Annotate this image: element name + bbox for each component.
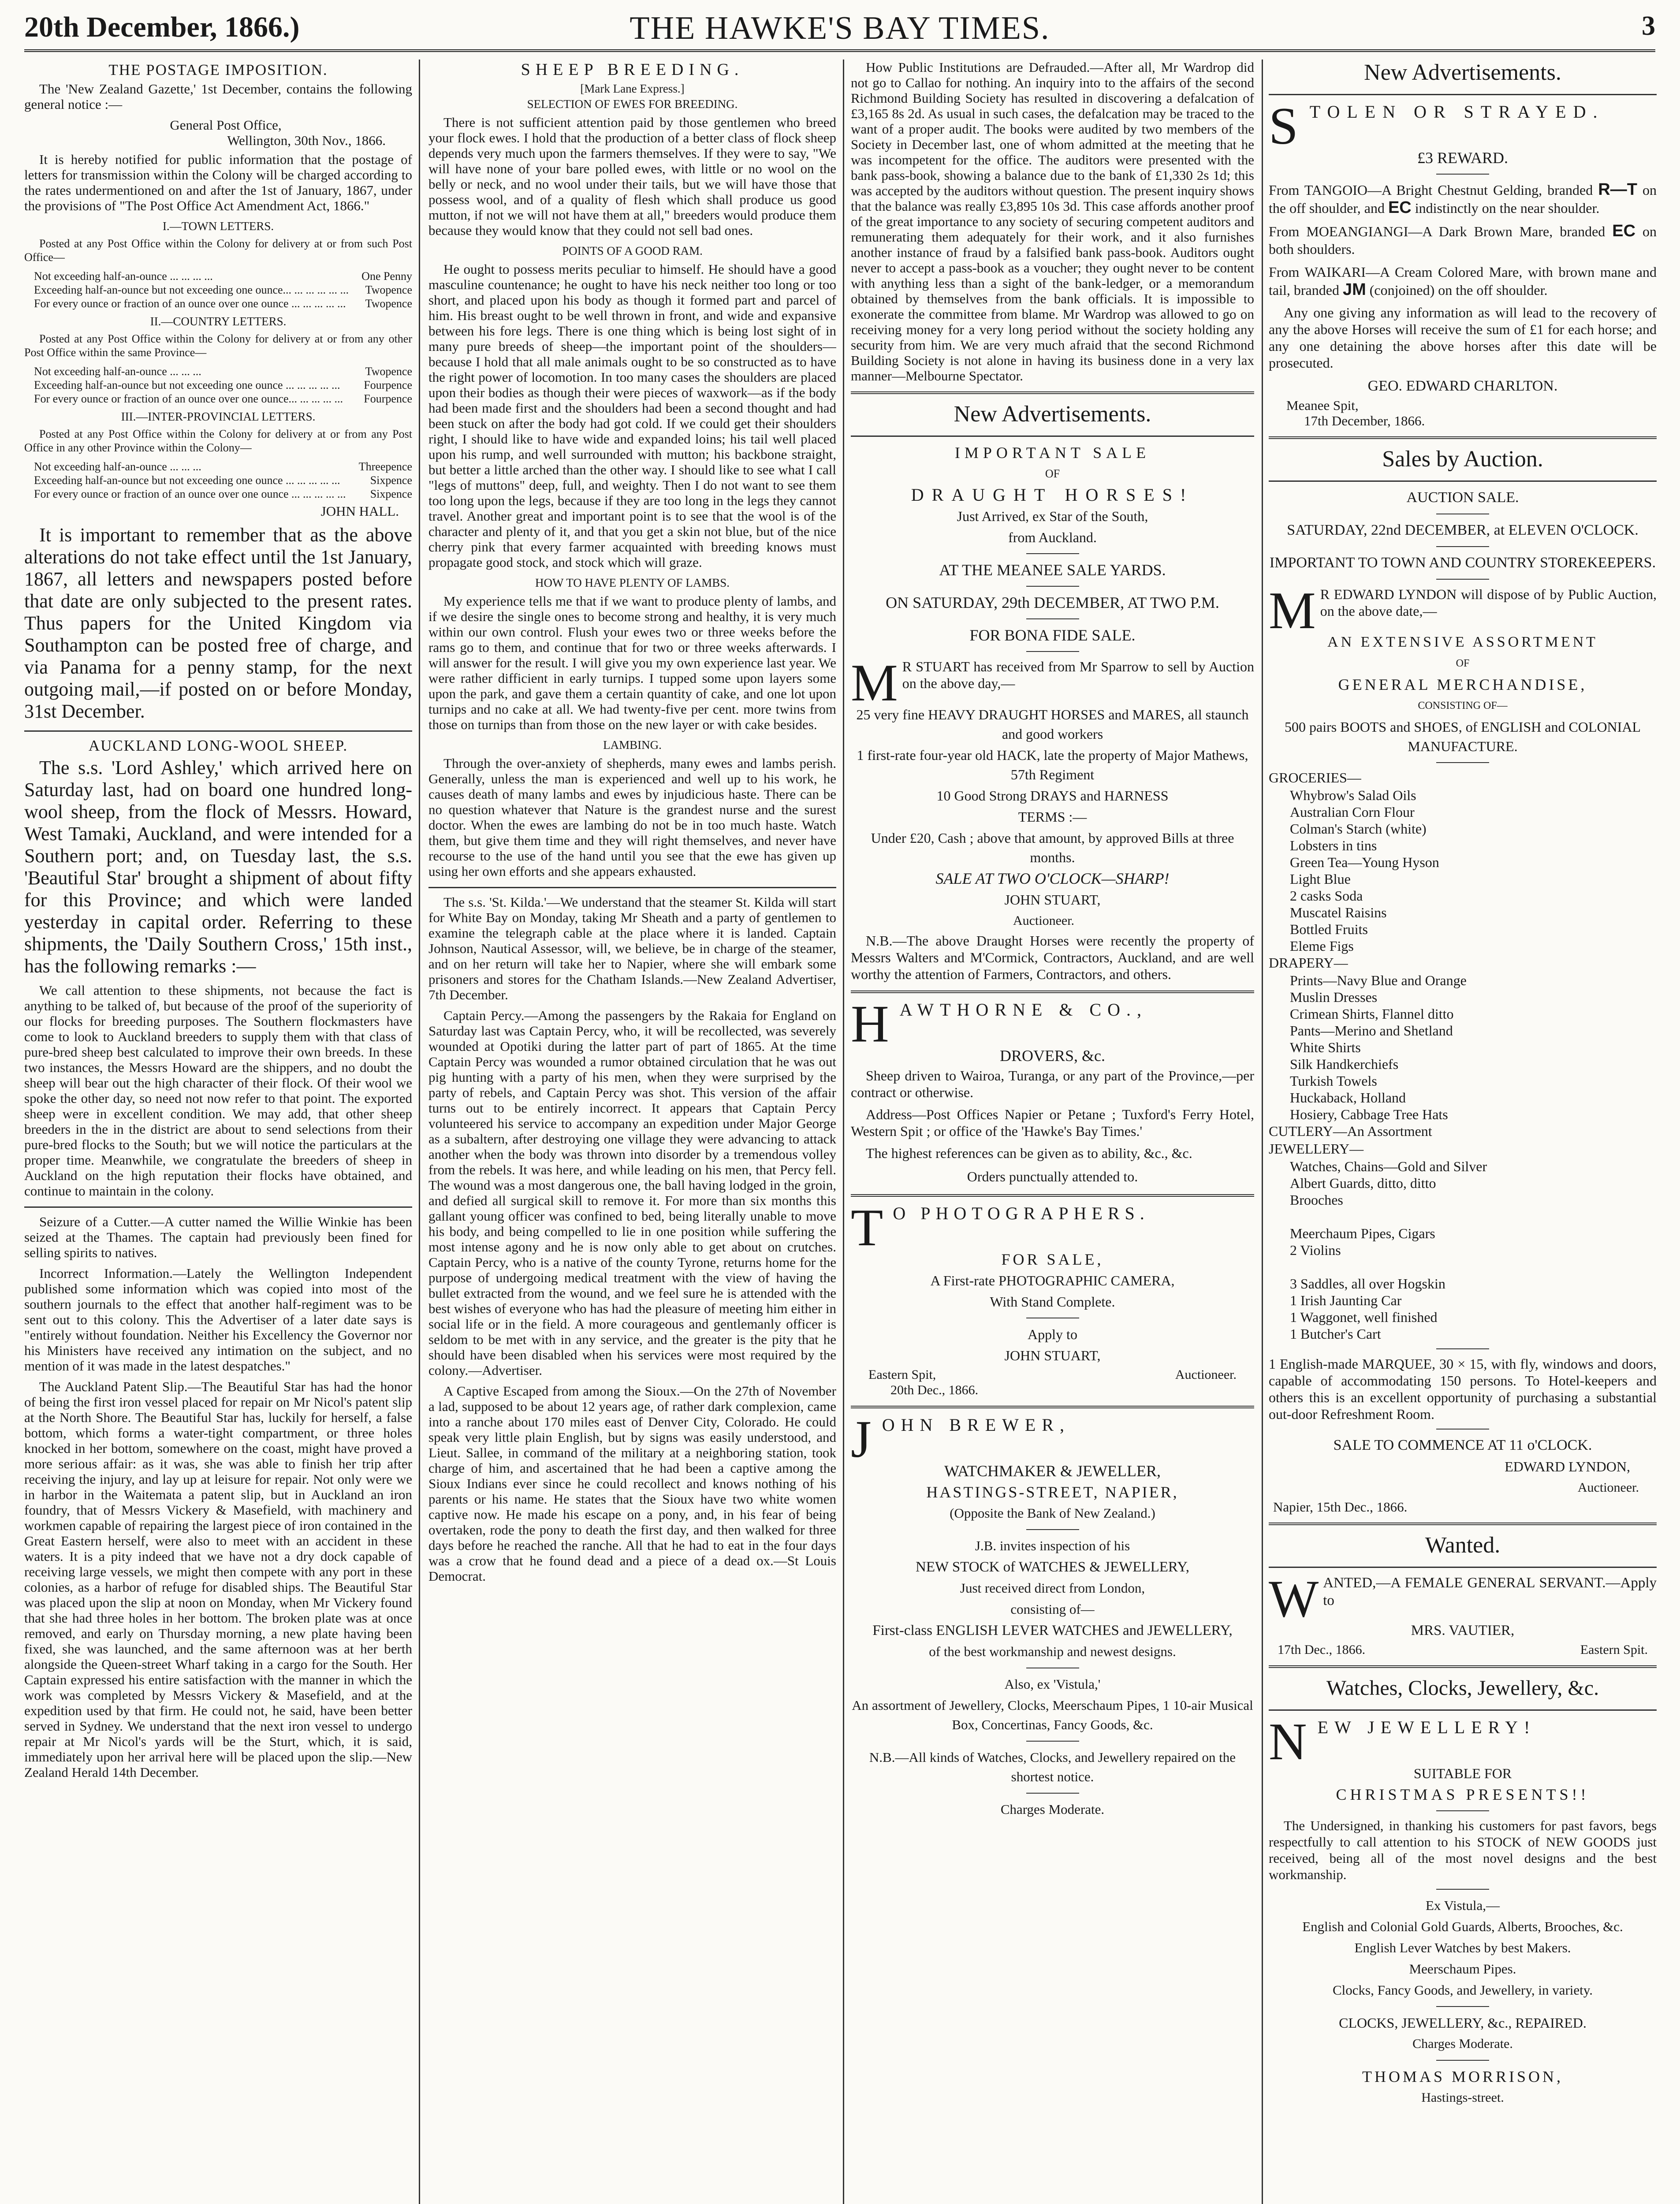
ad-text: Address—Post Offices Napier or Petane ; Tuxford's Ferry Hotel, Western Spit ; or office of the 'Hawke's Bay Times.' bbox=[851, 1106, 1254, 1139]
page-number: 3 bbox=[1642, 11, 1655, 41]
ad-line: First-class ENGLISH LEVER WATCHES and JEWELLERY, bbox=[872, 1623, 1233, 1638]
list-item: Meerchaum Pipes, Cigars bbox=[1290, 1225, 1435, 1241]
rate-row: For every ounce or fraction of an ounce over one ounce... ... ... ... ... Fourpence bbox=[34, 392, 412, 405]
ad-rule bbox=[1026, 1793, 1079, 1794]
ad-line: IMPORTANT TO TOWN AND COUNTRY STOREKEEPERS. bbox=[1269, 555, 1656, 571]
list-item: 1 Butcher's Cart bbox=[1290, 1326, 1381, 1342]
rate-row: For every ounce or fraction of an ounce over one ounce ... ... ... ... ... Twopence bbox=[34, 297, 412, 310]
ad-line: 25 very fine HEAVY DRAUGHT HORSES and MARES, all staunch and good workers bbox=[856, 707, 1249, 742]
ad-footer: Eastern Spit, Auctioneer. bbox=[868, 1367, 1237, 1382]
ad-signature: EDWARD LYNDON, bbox=[1505, 1459, 1630, 1474]
ad-line: SATURDAY, 22nd DECEMBER, at ELEVEN O'CLOCK. bbox=[1287, 522, 1639, 538]
ad-text: R EDWARD LYNDON will dispose of by Public Auction, on the above date,— bbox=[1320, 586, 1657, 619]
ad-line: CLOCKS, JEWELLERY, &c., REPAIRED. bbox=[1339, 2015, 1587, 2031]
brand-mark: JM bbox=[1342, 280, 1366, 299]
ad-line: Charges Moderate. bbox=[1000, 1802, 1105, 1817]
issue-date: 20th December, 1866.) bbox=[24, 11, 300, 43]
ad-line: ON SATURDAY, 29th DECEMBER, AT TWO P.M. bbox=[886, 594, 1219, 611]
list-category: GROCERIES— bbox=[1269, 770, 1361, 786]
advertisement-wanted bbox=[1269, 1569, 1657, 1657]
ad-text: Sheep driven to Wairoa, Turanga, or any part of the Province,—per contract or otherwise. bbox=[851, 1068, 1254, 1100]
section-heading: Wanted. bbox=[1425, 1533, 1501, 1558]
ad-line: Under £20, Cash ; above that amount, by approved Bills at three months. bbox=[871, 830, 1234, 865]
list-item: Lobsters in tins bbox=[1290, 838, 1377, 853]
list-item: White Shirts bbox=[1290, 1039, 1361, 1055]
list-item: Colman's Starch (white) bbox=[1290, 821, 1427, 837]
rate-section-desc: Posted at any Post Office within the Colony for delivery at or from any other Post Office within the same Province— bbox=[24, 332, 412, 359]
rate-section-head: I.—TOWN LETTERS. bbox=[162, 220, 274, 233]
ad-line: Ex Vistula,— bbox=[1425, 1898, 1500, 1913]
brand-mark: EC bbox=[1388, 198, 1412, 217]
ad-line: Just received direct from London, bbox=[960, 1580, 1145, 1596]
notice-body: It is hereby notified for public information that the postage of letters for transmission within the Colony will be charged according to the rates undermentioned on and after the 1st of January, 1867, under the provisions of "The Post Office Act Amendment Act, 1866." bbox=[24, 152, 412, 213]
ad-signature: JOHN STUART, bbox=[1004, 1348, 1101, 1363]
ad-line: Charges Moderate. bbox=[1412, 2036, 1513, 2051]
list-item: Turkish Towels bbox=[1290, 1073, 1377, 1089]
ad-rule bbox=[1436, 546, 1489, 547]
rate-row: Exceeding half-an-ounce but not exceeding one ounce ... ... ... ... ... Sixpence bbox=[34, 474, 412, 487]
ad-line: OF bbox=[1456, 658, 1470, 669]
rate-row: Exceeding half-an-ounce but not exceeding one ounce ... ... ... ... ... Fourpence bbox=[34, 379, 412, 391]
section-rule bbox=[24, 1206, 412, 1208]
ad-line: Clocks, Fancy Goods, and Jewellery, in variety. bbox=[1332, 1982, 1593, 1998]
rate-row: Not exceeding half-an-ounce ... ... ... Threepence bbox=[34, 460, 412, 473]
article-paragraph: The s.s. 'Lord Ashley,' which arrived here on Saturday last, had on board one hundred long-wool sheep, from the flock of Messrs. Howard, West Tamaki, Auckland, and were intended for a Southern port; and, on Tuesday last, the s.s. 'Beautiful Star' brought a shipment of about fifty for this Province; and which were landed yesterday in capital order. Referring to these shipments, the 'Daily Southern Cross,' 15th inst., has the following remarks :— bbox=[24, 757, 412, 977]
list-spacer bbox=[1269, 1208, 1657, 1225]
ad-line: N.B.—All kinds of Watches, Clocks, and Jewellery repaired on the shortest notice. bbox=[869, 1750, 1236, 1784]
section-rule bbox=[851, 436, 1254, 437]
ad-line: A First-rate PHOTOGRAPHIC CAMERA, bbox=[930, 1273, 1175, 1288]
list-item: Crimean Shirts, Flannel ditto bbox=[1290, 1006, 1454, 1022]
ad-line: Just Arrived, ex Star of the South, bbox=[957, 508, 1148, 524]
ad-line: GENERAL MERCHANDISE, bbox=[1338, 676, 1587, 693]
list-item: Brooches bbox=[1290, 1192, 1343, 1208]
ad-signature: MRS. VAUTIER, bbox=[1411, 1623, 1515, 1638]
drop-cap: J bbox=[851, 1410, 878, 1468]
list-category: DRAPERY— bbox=[1269, 955, 1348, 971]
ad-rule bbox=[1026, 1529, 1079, 1530]
ad-title: O PHOTOGRAPHERS. bbox=[893, 1203, 1150, 1223]
advertisement-hawthorne bbox=[851, 994, 1254, 1186]
ad-title: AUCTION SALE. bbox=[1406, 489, 1519, 506]
article-paragraph: He ought to possess merits peculiar to himself. He should have a good masculine countenance; he ought to have his neck neither too long or too short, and placed upon his body as though it formed part and parcel of him. His breast ought to be well thrown in front, and wide and expansive between his fore legs. There is one thing which is being lost sight of in many pure breeds of sheep—the important point of the shoulders—because I hold that all male animals ought to be so constructed as to have the right power of locomotion. In too many cases the shoulders are placed upon their bodies as though their were pieces of waxwork—as if the body had been made first and the shoulders had been a second thought and had been stuck on after the body had got cold. If we could get their shoulders right, I should like to have wide and expanded loins; his tail well placed upon his rump, and well surrounded with mutton; his backbone straight, but better a little arched than the other way. I should like to see what I call "legs of muttons" deep, full, and weighty. Then I do not want to see them too long upon the legs, because if they are too long in the legs they cannot travel. Another great and important point is to see that the wool is of the character and plenty of it, and that you get a skin not blue, but of the nice cherry pink that every farmer acquainted with breeding knows must propagate good stock, and stock which will graze. bbox=[428, 261, 836, 570]
ad-line: English and Colonial Gold Guards, Alberts, Brooches, &c. bbox=[1302, 1919, 1623, 1934]
section-rule bbox=[851, 1406, 1254, 1408]
ad-line: With Stand Complete. bbox=[990, 1294, 1115, 1310]
ad-text: N.B.—The above Draught Horses were recently the property of Messrs Walters and M'Cormick, Contractors, Auckland, and are well worthy the attention of Farmers, Contractors, and others. bbox=[851, 933, 1254, 982]
ad-line: consisting of— bbox=[1010, 1601, 1095, 1617]
brand-mark: EC bbox=[1612, 222, 1636, 240]
column-divider bbox=[419, 60, 420, 2204]
advertisement-auction-sale bbox=[1269, 488, 1657, 1515]
ad-text: The Undersigned, in thanking his customers for past favors, begs respectfully to call attention to his STOCK of NEW GOODS just received, being all of the most novel designs and the best workmanship. bbox=[1269, 1818, 1657, 1882]
drop-cap: M bbox=[1269, 581, 1316, 640]
ad-signature: JOHN STUART, bbox=[1004, 892, 1101, 908]
ad-line: Orders punctually attended to. bbox=[967, 1169, 1138, 1184]
list-spacer bbox=[1269, 1258, 1657, 1275]
drop-cap: S bbox=[1269, 97, 1305, 155]
ad-line: CHRISTMAS PRESENTS!! bbox=[1336, 1786, 1590, 1803]
advertisement-photographers bbox=[851, 1198, 1254, 1398]
article-subhead: SELECTION OF EWES FOR BREEDING. bbox=[527, 97, 738, 111]
ad-title: TOLEN OR STRAYED. bbox=[1309, 102, 1605, 122]
list-item: Prints—Navy Blue and Orange bbox=[1290, 972, 1467, 988]
rate-section-head: III.—INTER-PROVINCIAL LETTERS. bbox=[121, 410, 316, 423]
section-rule bbox=[1269, 94, 1657, 95]
drop-cap: T bbox=[851, 1198, 889, 1257]
section-rule bbox=[1269, 480, 1657, 482]
list-item: Bottled Fruits bbox=[1290, 921, 1368, 937]
section-heading: New Advertisements. bbox=[1364, 60, 1561, 85]
drop-cap: M bbox=[851, 653, 898, 712]
article-paragraph: There is not sufficient attention paid by those gentlemen who breed your flock ewes. I hold that the production of a better class of flock sheep depends very much upon the farmers themselves. If they were to say, "We will have none of your bare polled ewes, with little or no wool on the belly or neck, and no wool under their tails, but we will have those that possess wool, and of a quality of flesh which shall produce us good mutton, if not we will not have them at all," breeders would produce them because they would know that they could not sell bad ones. bbox=[428, 115, 836, 238]
rate-row: For every ounce or fraction of an ounce over one ounce ... ... ... ... ... Sixpence bbox=[34, 488, 412, 500]
list-item: Silk Handkerchiefs bbox=[1290, 1056, 1399, 1072]
ad-title: AWTHORNE & CO., bbox=[899, 1000, 1147, 1020]
article-headline: SHEEP BREEDING. bbox=[521, 60, 744, 79]
ad-line: SUITABLE FOR bbox=[1413, 1765, 1512, 1781]
section-heading: Sales by Auction. bbox=[1382, 447, 1543, 472]
section-heading: Watches, Clocks, Jewellery, &c. bbox=[1326, 1676, 1599, 1700]
column-divider bbox=[843, 60, 844, 2204]
ad-signature: Auctioneer. bbox=[1577, 1480, 1639, 1495]
ad-rule bbox=[1026, 651, 1079, 652]
rate-table bbox=[24, 460, 412, 501]
ad-line: AN EXTENSIVE ASSORTMENT bbox=[1327, 634, 1598, 650]
ad-title: OHN BREWER, bbox=[882, 1415, 1071, 1435]
ad-line: TERMS :— bbox=[1018, 809, 1087, 825]
ad-line: (Opposite the Bank of New Zealand.) bbox=[950, 1505, 1155, 1521]
list-item: 1 Irish Jaunting Car bbox=[1290, 1292, 1402, 1308]
notice-dateline: Wellington, 30th Nov., 1866. bbox=[227, 133, 386, 148]
newspaper-title: THE HAWKE'S BAY TIMES. bbox=[630, 10, 1050, 46]
ad-line: 10 Good Strong DRAYS and HARNESS bbox=[936, 788, 1169, 804]
ad-line: of the best workmanship and newest designs. bbox=[929, 1644, 1176, 1659]
ad-rule bbox=[1436, 1429, 1489, 1430]
ad-line: An assortment of Jewellery, Clocks, Meerschaum Pipes, 1 10-air Musical Box, Concertinas, Fancy Goods, &c. bbox=[852, 1698, 1253, 1732]
list-item: Australian Corn Flour bbox=[1290, 804, 1415, 820]
ad-title: EW JEWELLERY! bbox=[1317, 1717, 1536, 1737]
list-category: JEWELLERY— bbox=[1269, 1141, 1364, 1157]
ad-date: 20th Dec., 1866. bbox=[890, 1383, 979, 1397]
ad-title: IMPORTANT SALE bbox=[954, 444, 1151, 462]
list-item: Pants—Merino and Shetland bbox=[1290, 1023, 1453, 1039]
advertisement-john-brewer bbox=[851, 1410, 1254, 1819]
merchandise-list bbox=[1269, 769, 1657, 1342]
ad-line: HASTINGS-STREET, NAPIER, bbox=[926, 1483, 1179, 1501]
rate-section-desc: Posted at any Post Office within the Colony for delivery at or from any Post Office in any other Province within the Colony— bbox=[24, 428, 412, 454]
ad-line: FOR SALE, bbox=[1001, 1251, 1104, 1268]
list-item: Huckaback, Holland bbox=[1290, 1090, 1406, 1106]
ad-text: ANTED,—A FEMALE GENERAL SERVANT.—Apply to bbox=[1323, 1575, 1657, 1608]
ad-line: DROVERS, &c. bbox=[999, 1047, 1105, 1065]
article-paragraph: The 'New Zealand Gazette,' 1st December, contains the following general notice :— bbox=[24, 81, 412, 112]
list-item: 1 Waggonet, well finished bbox=[1290, 1309, 1438, 1325]
advertisement-horse-sale bbox=[851, 443, 1254, 983]
ad-text: 1 English-made MARQUEE, 30 × 15, with fly, windows and doors, capable of accommodating 150 persons. To Hotel-keepers and others this is an excellent opportunity of purchasing a substantial out-door Refreshment Room. bbox=[1269, 1356, 1657, 1422]
ad-line: Also, ex 'Vistula,' bbox=[1004, 1676, 1101, 1692]
list-item: Hosiery, Cabbage Tree Hats bbox=[1290, 1106, 1448, 1122]
article-paragraph: We call attention to these shipments, not because the fact is anything to be talked of, but because of the proof of the superiority of our flocks for breeding purposes. The Southern flockmasters have come to look to Auckland breeders to supply them with that class of pure-bred sheep best calculated to improve their own breeds. In these two instances, the Messrs Howard are the shippers, and no doubt the sheep will bear out the high character of their flock. Of their wool we spoke the other day, so need not now refer to that point. The exported sheep were in excellent condition. We may add, that other sheep breeders in the in the district are about to send selections from their pure-bred flocks to the South; but we will notice the particulars at the proper time. Meanwhile, we congratulate the breeders of sheep in Auckland on the high reputation their flocks have obtained, and continue to maintain in the colony. bbox=[24, 983, 412, 1199]
ad-footer: 17th Dec., 1866. Eastern Spit. bbox=[1278, 1642, 1648, 1657]
ad-line: SALE TO COMMENCE AT 11 o'CLOCK. bbox=[1333, 1437, 1592, 1453]
ad-text: Any one giving any information as will lead to the recovery of any the above Horses will receive the sum of £1 for each horse; and any one detaining the above horses after this date will be prosecuted. bbox=[1269, 305, 1657, 371]
section-heading: New Advertisements. bbox=[954, 402, 1151, 427]
rate-section-head: II.—COUNTRY LETTERS. bbox=[150, 315, 287, 328]
article-paragraph: My experience tells me that if we want to produce plenty of lambs, and if we desire the single ones to become strong and healthy, it is very much within our own control. Flush your ewes two or three weeks before the rams go to them, and continue that for two or three weeks afterwards. I will answer for the result. I will give you my own experience last year. We were rather difficient in early turnips. I tupped some upon layers some upon the park, and gave them a certain quantity of cake, and one lot upon turnips and no cake at all. We had twenty-five per cent. more twins from those on turnips than from those on the new layer or with cake besides. bbox=[428, 593, 836, 732]
ad-line: J.B. invites inspection of his bbox=[975, 1538, 1130, 1553]
column-divider bbox=[1262, 60, 1263, 2204]
ad-rule bbox=[1436, 174, 1489, 175]
drop-cap: H bbox=[851, 994, 895, 1053]
list-item: Muslin Dresses bbox=[1290, 989, 1378, 1005]
list-item: Albert Guards, ditto, ditto bbox=[1290, 1175, 1436, 1191]
section-rule bbox=[851, 391, 1254, 394]
list-item: Light Blue bbox=[1290, 871, 1351, 887]
ad-rule bbox=[1436, 762, 1489, 763]
ad-line: 1 first-rate four-year old HACK, late the property of Major Mathews, 57th Regiment bbox=[857, 747, 1248, 782]
article-headline: THE POSTAGE IMPOSITION. bbox=[108, 61, 328, 78]
ad-rule bbox=[1026, 618, 1079, 619]
masthead bbox=[24, 8, 1655, 47]
ad-rule bbox=[1436, 1348, 1489, 1349]
ad-rule bbox=[1436, 2060, 1489, 2061]
ad-line: £3 REWARD. bbox=[1417, 149, 1508, 167]
article-paragraph: Through the over-anxiety of shepherds, many ewes and lambs perish. Generally, unless the man is experienced and well up to his work, he causes death of many lambs and ewes by injudicious haste. There can be no question whatever that Nature is the grandest nurse and the surest doctor. When the ewes are lambing do not be in too much haste. Watch them, but give them time and they will right themselves, and never have recourse to the use of the hand until you see that the ewe has given up using her own efforts and she appears exhausted. bbox=[428, 756, 836, 879]
notice-dateline: General Post Office, bbox=[170, 117, 282, 133]
list-item: Watches, Chains—Gold and Silver bbox=[1290, 1158, 1487, 1174]
section-rule bbox=[851, 990, 1254, 993]
ad-rule bbox=[1026, 586, 1079, 587]
section-rule bbox=[1269, 1567, 1657, 1568]
section-rule bbox=[1269, 1709, 1657, 1711]
news-item: The Auckland Patent Slip.—The Beautiful Star has had the honor of being the first iron vessel placed for repair on Mr Nicol's patent slip at the North Shore. The Beautiful Star has, luckily for herself, a false bottom, which forms a water-tight compartment, or three holes knocked in her bottom, somewhere on the coast, might have proved a more serious affair: as it was, she was able to finish her trip after receiving the injury, and lay up at leisure for repair. Not only were we in harbor in the Waitemata a patent slip, but in Auckland an iron foundry, that of Messrs Vickery & Masefield, with machinery and workmen capable of repairing the largest piece of iron contained in the Great Eastern herself, were also to meet with an accident in these waters. It is a pity indeed that we have not a dry dock capable of receiving large vessels, we might then compete with any port in these colonies, as a harbor of refuge for disabled ships. The Beautiful Star was placed upon the slip at noon on Monday, when Mr Vickery found that she had three holes in her bottom. The broken plate was at once removed, and early on Thursday morning, a new plate having been fixed, she was launched, and the same afternoon was at her berth alongside the Queen-street Wharf taking in a cargo for the South. Her Captain expressed his entire satisfaction with the manner in which the work was completed by Messrs Vickery & Masefield, and at the expedition used by that firm. He could not, he said, have been better served in Sydney. We understand that the next iron vessel to undergo repair at Mr Nicol's yards will be the Sturt, which, it is said, immediately upon her arrival here will be placed upon the slip.—New Zealand Herald 14th December. bbox=[24, 1379, 412, 1780]
rate-row: Exceeding half-an-ounce but not exceeding one ounce... ... ... ... ... ... Twopence bbox=[34, 283, 412, 296]
ad-rule bbox=[1436, 1810, 1489, 1811]
ad-line: FOR BONA FIDE SALE. bbox=[969, 626, 1136, 644]
article-subhead: LAMBING. bbox=[603, 738, 662, 752]
ad-signature: GEO. EDWARD CHARLTON. bbox=[1367, 378, 1558, 394]
rate-row: Not exceeding half-an-ounce ... ... ... Twopence bbox=[34, 365, 412, 378]
ad-signature: Auctioneer. bbox=[1013, 913, 1075, 928]
news-item: Captain Percy.—Among the passengers by the Rakaia for England on Saturday last was Captain Percy, who, it will be recollected, was severely wounded at Opotiki during the latter part of part of 1865. At the time Captain Percy was wounded a rumor obtained circulation that he was out pig hunting with a party of his men, when they were surprised by the party of rebels, and Captain Percy was shot. This version of the affair turns out to be entirely incorrect. It appears that Captain Percy volunteered his service to accompany an expedition under Major George as a subaltern, after destroying one village they were advancing to attack another when the body was thrown into disorder by a tremendous volley from the rebels. It was here, and while leading on his men, that Percy fell. The wound was a most dangerous one, the ball having lodged in the groin, and defied all surgical skill to remove it. For more than six months this gallant young officer was confined to bed, being literally unable to move his body, and being compelled to lie in one position while suffering the most intense agony and he is now only able to get about on crutches. Captain Percy, who is a native of the county Tyrone, returns home for the purpose of undergoing medical treatment with the view of having the bullet extracted from the wound, and we feel sure he is attended with the best wishes of everyone who has had the pleasure of meeting him either in social life or in the field. A more courageous and gentlemanly officer is seldom to be met with in any service, and the greater is the pity that he should have been disabled when his services were most required by the colony.—Advertiser. bbox=[428, 1008, 836, 1378]
ad-rule bbox=[1436, 1889, 1489, 1890]
ad-text: The highest references can be given as to ability, &c., &c. bbox=[866, 1145, 1192, 1161]
ad-text: From MOEANGIANGI—A Dark Brown Mare, branded EC on both shoulders. bbox=[1269, 222, 1657, 257]
ad-line: AT THE MEANEE SALE YARDS. bbox=[939, 561, 1166, 579]
news-item: A Captive Escaped from among the Sioux.—On the 27th of November a lad, supposed to be about 12 years age, of rather dark complexion, came into a ranche about 170 miles east of Denver City, Colorado. He could speak very little plain English, but by signs was easily understood, and Lieut. Sallee, in command of the military at a neighboring station, took charge of him, and ascertained that he had been a captive among the Sioux Indians ever since he could recollect and knows nothing of his parents or his name. He states that the Sioux have two white women captive now. He made his escape on a pony, and, in his fear of being overtaken, rode the pony to death the first day, and then walked for three days before he reached the ranche. All that he had to eat in the four days was a crow that he found dead and a piece of a dead ox.—St Louis Democrat. bbox=[428, 1383, 836, 1584]
ad-rule bbox=[1026, 1741, 1079, 1742]
list-item: Eleme Figs bbox=[1290, 938, 1354, 954]
ad-text: R STUART has received from Mr Sparrow to sell by Auction on the above day,— bbox=[902, 659, 1254, 691]
article-subhead: POINTS OF A GOOD RAM. bbox=[562, 244, 703, 257]
ad-line: OF bbox=[1045, 467, 1060, 480]
article-paragraph: It is important to remember that as the above alterations do not take effect until the 1st January, 1867, all letters and newspapers posted before that date are only subjected to the present rates. Thus papers for the United Kingdom via Southampton can be posted free of charge, and via Panama for a penny stamp, for the next outgoing mail,—if posted on or before Monday, 31st December. bbox=[24, 524, 412, 722]
list-item: 2 Violins bbox=[1290, 1242, 1341, 1258]
column-4 bbox=[1269, 60, 1657, 2204]
advertisement-new-jewellery bbox=[1269, 1712, 1657, 2107]
list-item: Whybrow's Salad Oils bbox=[1290, 787, 1416, 803]
rate-table bbox=[24, 269, 412, 310]
news-item: How Public Institutions are Defrauded.—After all, Mr Wardrop did not go to Callao for nothing. An inquiry into to the affairs of the second Richmond Building Society has resulted in discovering a defalcation of £3,165 8s 2d. As usual in such cases, the defalcation may be traced to the want of a proper audit. The books were audited by two members of the Society in December last, one of whom admitted at the meeting that he was incompetent for the office. The auditors were presented with the bank pass-book, showing a balance due to the bank of £1,330 2s 1d; this was accepted by the auditors without question. The present inquiry shows that the balance was really £3,895 10s 3d. This case affords another proof of the great importance to any society of securing competent auditors and remunerating them adequately for their work, and it also furnishes another instance of fraud by a falsified bank pass-book. Auditors ought never to accept a pass-book as a voucher; they ought never to be content with anything less than a sight of the bank-ledger, or a memorandum obtained by themselves from the bank officials. It is impossible to exonerate the committee from blame. Mr Wardrop was allowed to go on receiving money for a very long period without the society holding any security from him. We are very much afraid that the second Richmond Building Society is not alone in having its business done in a very lax manner—Melbourne Spectator. bbox=[851, 60, 1254, 383]
ad-line: CONSISTING OF— bbox=[1418, 700, 1508, 711]
section-rule bbox=[1269, 1665, 1657, 1668]
rate-table bbox=[24, 365, 412, 406]
ad-title: DRAUGHT HORSES! bbox=[911, 485, 1194, 505]
column-3 bbox=[851, 60, 1254, 2204]
section-rule bbox=[428, 887, 836, 888]
signature: JOHN HALL. bbox=[320, 503, 399, 519]
ad-line: 500 pairs BOOTS and SHOES, of ENGLISH and COLONIAL MANUFACTURE. bbox=[1285, 719, 1641, 754]
ad-rule bbox=[1436, 2006, 1489, 2007]
list-category: CUTLERY—An Assortment bbox=[1269, 1123, 1432, 1139]
list-item: 2 casks Soda bbox=[1290, 888, 1363, 904]
ad-line: Meerschaum Pipes. bbox=[1409, 1961, 1516, 1977]
news-item: Seizure of a Cutter.—A cutter named the Willie Winkie has been seized at the Thames. The captain had previously been fined for selling spirits to natives. bbox=[24, 1214, 412, 1260]
list-item: Muscatel Raisins bbox=[1290, 905, 1387, 920]
masthead-rule bbox=[24, 49, 1655, 52]
drop-cap: W bbox=[1269, 1569, 1319, 1628]
section-rule bbox=[851, 1194, 1254, 1197]
news-item: Incorrect Information.—Lately the Wellington Independent published some information which was copied into most of the southern journals to the effect that another half-regiment was to be sent out to this colony. This the Advertiser of a later date says is "entirely without foundation. Neither his Excellency the Governor nor his Ministers have received any intimation on the subject, and no mention of it was made in the latest despatches." bbox=[24, 1266, 412, 1374]
section-rule bbox=[24, 730, 412, 732]
rate-row: Not exceeding half-an-ounce ... ... ... ... One Penny bbox=[34, 270, 412, 283]
ad-line: NEW STOCK of WATCHES & JEWELLERY, bbox=[916, 1559, 1189, 1575]
section-rule bbox=[1269, 436, 1657, 439]
brand-mark: R—T bbox=[1598, 180, 1637, 199]
advertisement-stolen-horses bbox=[1269, 97, 1657, 428]
ad-line: WATCHMAKER & JEWELLER, bbox=[944, 1462, 1161, 1480]
column-2 bbox=[428, 60, 836, 2204]
article-subhead: HOW TO HAVE PLENTY OF LAMBS. bbox=[535, 576, 730, 589]
ad-line: Meanee Spit, bbox=[1286, 398, 1359, 413]
ad-line: from Auckland. bbox=[1008, 529, 1097, 545]
ad-line: English Lever Watches by best Makers. bbox=[1354, 1940, 1571, 1955]
rate-section-desc: Posted at any Post Office within the Colony for delivery at or from such Post Office— bbox=[24, 237, 412, 264]
ad-text: From TANGOIO—A Bright Chestnut Gelding, branded R—T on the off shoulder, and EC indistinctly on the near shoulder. bbox=[1269, 180, 1657, 217]
article-headline: AUCKLAND LONG-WOOL SHEEP. bbox=[88, 737, 348, 754]
ad-text: From WAIKARI—A Cream Colored Mare, with brown mane and tail, branded JM (conjoined) on the off shoulder. bbox=[1269, 264, 1657, 299]
ad-rule bbox=[1026, 553, 1079, 554]
ad-date: 17th December, 1866. bbox=[1304, 413, 1425, 428]
ad-line: SALE AT TWO O'CLOCK—SHARP! bbox=[935, 870, 1170, 887]
ad-line: Apply to bbox=[1028, 1326, 1077, 1342]
article-source: [Mark Lane Express.] bbox=[580, 82, 685, 95]
ad-date: Napier, 15th Dec., 1866. bbox=[1273, 1499, 1408, 1515]
ad-rule bbox=[1436, 579, 1489, 580]
ad-signature: THOMAS MORRISON, bbox=[1362, 2068, 1564, 2085]
section-rule bbox=[1269, 1523, 1657, 1525]
list-item: 3 Saddles, all over Hogskin bbox=[1290, 1276, 1445, 1292]
drop-cap: N bbox=[1269, 1712, 1313, 1771]
news-item: The s.s. 'St. Kilda.'—We understand that the steamer St. Kilda will start for White Bay on Monday, taking Mr Sheath and a party of gentlemen to examine the telegraph cable at the place where it is landed. Captain Johnson, Nautical Assessor, will, we believe, be in charge of the steamer, and on her return will take her to Napier, where she will embark some prisoners and stores for the Chatham Islands.—New Zealand Advertiser, 7th December. bbox=[428, 894, 836, 1002]
list-item: Green Tea—Young Hyson bbox=[1290, 854, 1439, 870]
ad-line: Hastings-street. bbox=[1421, 2090, 1504, 2105]
column-1 bbox=[24, 60, 412, 2204]
